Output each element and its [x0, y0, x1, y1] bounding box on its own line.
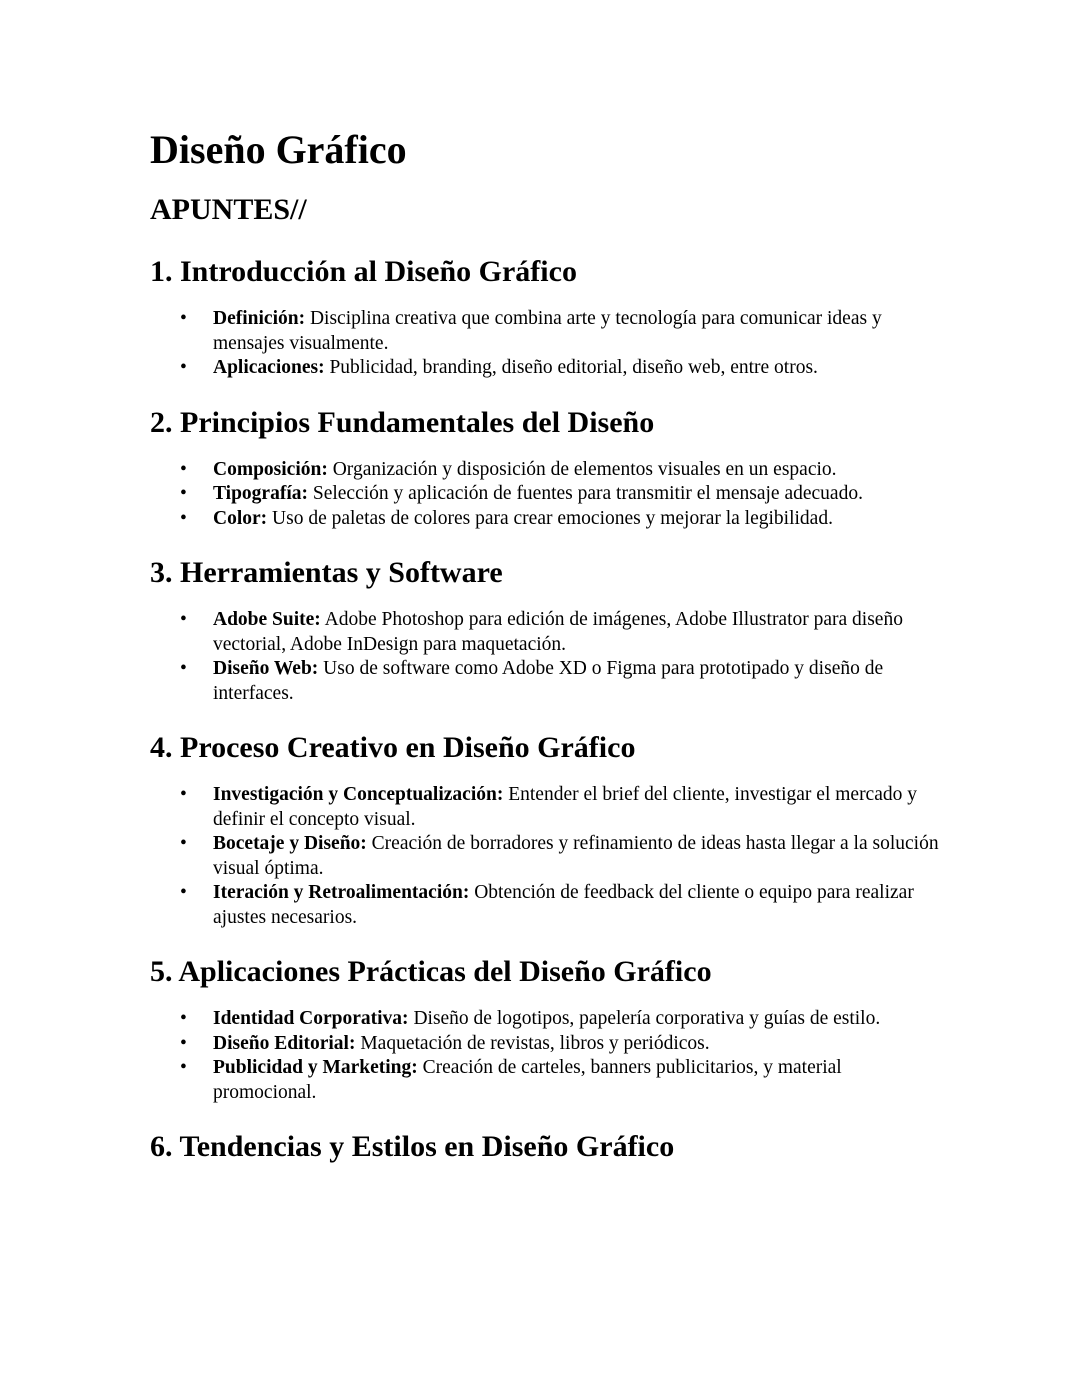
section-heading: 3. Herramientas y Software	[150, 556, 503, 589]
bullet-icon: •	[180, 658, 187, 679]
item-term: Iteración y Retroalimentación:	[213, 882, 470, 903]
item-text: Creación de borradores y refinamiento de ideas hasta llegar a la solución visual óptima.	[213, 833, 939, 879]
item-text: Diseño de logotipos, papelería corporativa y guías de estilo.	[408, 1008, 881, 1029]
item-text: Creación de carteles, banners publicitarios, y material promocional.	[213, 1057, 842, 1103]
bullet-icon: •	[180, 507, 187, 529]
item-term: Aplicaciones:	[213, 357, 325, 378]
bullet-list	[150, 783, 940, 930]
item-term: Definición:	[213, 308, 306, 329]
section-heading: 6. Tendencias y Estilos en Diseño Gráfico	[150, 1130, 675, 1163]
bullet-list	[150, 1007, 940, 1105]
list-item	[150, 482, 940, 507]
item-term: Publicidad y Marketing:	[213, 1057, 418, 1078]
list-item	[150, 356, 940, 381]
bullet-icon: •	[180, 833, 187, 854]
document-page	[150, 124, 940, 1167]
section-aplicaciones-practicas	[150, 952, 940, 1105]
list-item	[150, 783, 940, 832]
list-item	[150, 832, 940, 881]
item-text: Publicidad, branding, diseño editorial, diseño web, entre otros.	[324, 357, 818, 378]
section-principios	[150, 403, 940, 532]
bullet-icon: •	[180, 1057, 187, 1078]
bullet-list	[150, 458, 940, 532]
section-introduccion	[150, 252, 940, 381]
item-text: Maquetación de revistas, libros y periódicos.	[355, 1032, 710, 1054]
list-item	[150, 881, 940, 930]
section-proceso-creativo	[150, 728, 940, 930]
item-term: Adobe Suite:	[213, 609, 321, 630]
list-item	[150, 657, 940, 706]
list-item	[150, 1032, 940, 1057]
list-item	[150, 608, 940, 657]
item-term: Identidad Corporativa:	[213, 1008, 409, 1029]
bullet-icon: •	[180, 308, 187, 329]
bullet-icon: •	[180, 882, 187, 903]
item-text: Disciplina creativa que combina arte y tecnología para comunicar ideas y mensajes visualmente.	[213, 308, 882, 354]
item-text: Uso de software como Adobe XD o Figma para prototipado y diseño de interfaces.	[213, 658, 884, 704]
bullet-icon: •	[180, 458, 187, 480]
item-term: Diseño Web:	[213, 658, 319, 679]
document-subtitle: APUNTES//	[150, 193, 307, 226]
bullet-icon: •	[180, 1032, 187, 1054]
item-term: Composición:	[213, 458, 328, 480]
section-heading: 5. Aplicaciones Prácticas del Diseño Gráfico	[150, 955, 712, 988]
item-text: Obtención de feedback del cliente o equipo para realizar ajustes necesarios.	[213, 882, 914, 928]
item-text: Organización y disposición de elementos visuales en un espacio.	[327, 458, 837, 480]
section-heading: 4. Proceso Creativo en Diseño Gráfico	[150, 731, 636, 764]
list-item	[150, 1007, 940, 1032]
document-title: Diseño Gráfico	[150, 127, 407, 172]
section-tendencias	[150, 1127, 940, 1167]
item-text: Selección y aplicación de fuentes para transmitir el mensaje adecuado.	[307, 483, 863, 504]
item-text: Uso de paletas de colores para crear emociones y mejorar la legibilidad.	[267, 507, 833, 529]
list-item	[150, 507, 940, 532]
list-item	[150, 458, 940, 483]
list-item	[150, 307, 940, 356]
bullet-list	[150, 608, 940, 706]
item-term: Tipografía:	[213, 483, 308, 504]
bullet-icon: •	[180, 609, 187, 630]
item-term: Bocetaje y Diseño:	[213, 833, 367, 854]
item-term: Diseño Editorial:	[213, 1032, 356, 1054]
bullet-list	[150, 307, 940, 381]
section-heading: 2. Principios Fundamentales del Diseño	[150, 405, 655, 439]
list-item	[150, 1056, 940, 1105]
bullet-icon: •	[180, 1008, 187, 1029]
item-term: Investigación y Conceptualización:	[213, 784, 504, 805]
bullet-icon: •	[180, 784, 187, 805]
section-heading: 1. Introducción al Diseño Gráfico	[150, 255, 577, 288]
bullet-icon: •	[180, 357, 187, 378]
item-text: Adobe Photoshop para edición de imágenes, Adobe Illustrator para diseño vectorial, Adobe InDesign para maquetación.	[213, 609, 903, 655]
item-text: Entender el brief del cliente, investigar el mercado y definir el concepto visual.	[213, 784, 917, 830]
item-term: Color:	[213, 507, 268, 529]
bullet-icon: •	[180, 483, 187, 504]
section-herramientas	[150, 553, 940, 706]
